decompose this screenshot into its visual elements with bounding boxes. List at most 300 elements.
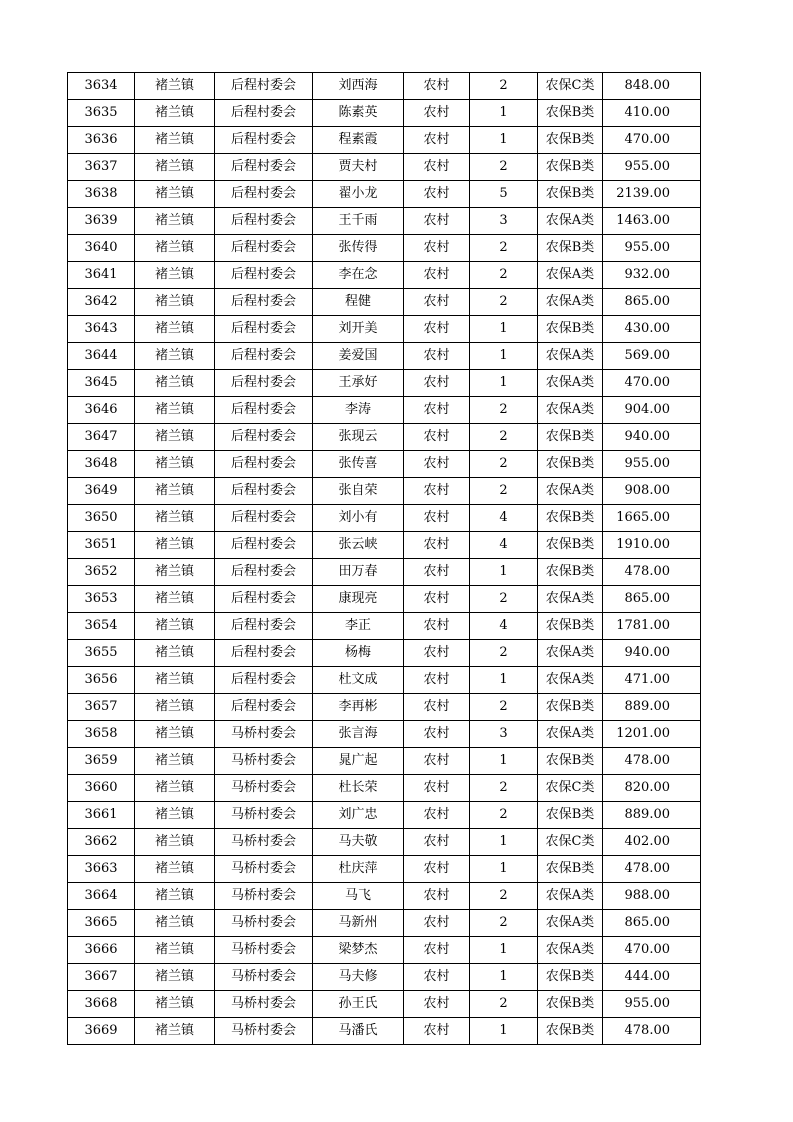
amount-cell: 444.00: [603, 964, 701, 991]
amount-cell: 955.00: [603, 154, 701, 181]
amount-cell: 904.00: [603, 397, 701, 424]
table-row: [68, 640, 701, 667]
type-cell: 农保B类: [538, 802, 603, 829]
amount-cell: 478.00: [603, 559, 701, 586]
table-row: [68, 910, 701, 937]
town-cell: 褚兰镇: [135, 154, 215, 181]
name-cell: 杨梅: [313, 640, 404, 667]
amount-cell: 940.00: [603, 424, 701, 451]
village-cell: 后程村委会: [215, 127, 313, 154]
type-cell: 农保B类: [538, 1018, 603, 1045]
category-cell: 农村: [404, 235, 470, 262]
type-cell: 农保B类: [538, 235, 603, 262]
table-row: [68, 73, 701, 100]
type-cell: 农保B类: [538, 748, 603, 775]
name-cell: 贾夫村: [313, 154, 404, 181]
type-cell: 农保B类: [538, 127, 603, 154]
category-cell: 农村: [404, 991, 470, 1018]
table-row: [68, 883, 701, 910]
type-cell: 农保B类: [538, 505, 603, 532]
table-row: [68, 667, 701, 694]
serial-cell: 3665: [68, 910, 135, 937]
serial-cell: 3638: [68, 181, 135, 208]
type-cell: 农保B类: [538, 532, 603, 559]
town-cell: 褚兰镇: [135, 856, 215, 883]
count-cell: 2: [470, 397, 538, 424]
village-cell: 后程村委会: [215, 640, 313, 667]
table-row: [68, 829, 701, 856]
table-row: [68, 964, 701, 991]
count-cell: 2: [470, 289, 538, 316]
village-cell: 后程村委会: [215, 505, 313, 532]
serial-cell: 3634: [68, 73, 135, 100]
town-cell: 褚兰镇: [135, 586, 215, 613]
type-cell: 农保A类: [538, 937, 603, 964]
serial-cell: 3647: [68, 424, 135, 451]
count-cell: 4: [470, 532, 538, 559]
category-cell: 农村: [404, 559, 470, 586]
count-cell: 2: [470, 802, 538, 829]
table-row: [68, 532, 701, 559]
category-cell: 农村: [404, 856, 470, 883]
name-cell: 杜庆萍: [313, 856, 404, 883]
category-cell: 农村: [404, 100, 470, 127]
town-cell: 褚兰镇: [135, 73, 215, 100]
count-cell: 3: [470, 721, 538, 748]
amount-cell: 889.00: [603, 694, 701, 721]
type-cell: 农保B类: [538, 100, 603, 127]
serial-cell: 3651: [68, 532, 135, 559]
name-cell: 李正: [313, 613, 404, 640]
table-row: [68, 127, 701, 154]
name-cell: 程素霞: [313, 127, 404, 154]
town-cell: 褚兰镇: [135, 775, 215, 802]
type-cell: 农保A类: [538, 343, 603, 370]
amount-cell: 470.00: [603, 127, 701, 154]
type-cell: 农保A类: [538, 370, 603, 397]
count-cell: 1: [470, 127, 538, 154]
serial-cell: 3662: [68, 829, 135, 856]
town-cell: 褚兰镇: [135, 316, 215, 343]
town-cell: 褚兰镇: [135, 397, 215, 424]
serial-cell: 3657: [68, 694, 135, 721]
town-cell: 褚兰镇: [135, 370, 215, 397]
serial-cell: 3655: [68, 640, 135, 667]
name-cell: 张传得: [313, 235, 404, 262]
town-cell: 褚兰镇: [135, 478, 215, 505]
town-cell: 褚兰镇: [135, 694, 215, 721]
village-cell: 马桥村委会: [215, 775, 313, 802]
amount-cell: 865.00: [603, 586, 701, 613]
name-cell: 马新州: [313, 910, 404, 937]
village-cell: 马桥村委会: [215, 991, 313, 1018]
count-cell: 1: [470, 937, 538, 964]
village-cell: 马桥村委会: [215, 937, 313, 964]
serial-cell: 3667: [68, 964, 135, 991]
town-cell: 褚兰镇: [135, 991, 215, 1018]
village-cell: 马桥村委会: [215, 802, 313, 829]
category-cell: 农村: [404, 640, 470, 667]
town-cell: 褚兰镇: [135, 424, 215, 451]
name-cell: 李在念: [313, 262, 404, 289]
type-cell: 农保A类: [538, 883, 603, 910]
name-cell: 马夫修: [313, 964, 404, 991]
category-cell: 农村: [404, 829, 470, 856]
type-cell: 农保B类: [538, 991, 603, 1018]
category-cell: 农村: [404, 775, 470, 802]
serial-cell: 3663: [68, 856, 135, 883]
village-cell: 马桥村委会: [215, 1018, 313, 1045]
serial-cell: 3650: [68, 505, 135, 532]
name-cell: 晁广起: [313, 748, 404, 775]
name-cell: 程健: [313, 289, 404, 316]
table-row: [68, 451, 701, 478]
serial-cell: 3656: [68, 667, 135, 694]
table-row: [68, 586, 701, 613]
name-cell: 李涛: [313, 397, 404, 424]
category-cell: 农村: [404, 883, 470, 910]
category-cell: 农村: [404, 586, 470, 613]
name-cell: 张云峡: [313, 532, 404, 559]
village-cell: 后程村委会: [215, 235, 313, 262]
category-cell: 农村: [404, 1018, 470, 1045]
count-cell: 1: [470, 100, 538, 127]
town-cell: 褚兰镇: [135, 208, 215, 235]
amount-cell: 865.00: [603, 289, 701, 316]
town-cell: 褚兰镇: [135, 640, 215, 667]
table-row: [68, 208, 701, 235]
count-cell: 2: [470, 424, 538, 451]
type-cell: 农保B类: [538, 856, 603, 883]
name-cell: 刘开美: [313, 316, 404, 343]
count-cell: 1: [470, 964, 538, 991]
category-cell: 农村: [404, 910, 470, 937]
table-row: [68, 613, 701, 640]
type-cell: 农保B类: [538, 694, 603, 721]
category-cell: 农村: [404, 262, 470, 289]
category-cell: 农村: [404, 181, 470, 208]
table-row: [68, 1018, 701, 1045]
amount-cell: 2139.00: [603, 181, 701, 208]
category-cell: 农村: [404, 316, 470, 343]
amount-cell: 478.00: [603, 856, 701, 883]
village-cell: 后程村委会: [215, 343, 313, 370]
village-cell: 马桥村委会: [215, 964, 313, 991]
town-cell: 褚兰镇: [135, 613, 215, 640]
village-cell: 马桥村委会: [215, 829, 313, 856]
serial-cell: 3654: [68, 613, 135, 640]
category-cell: 农村: [404, 424, 470, 451]
serial-cell: 3659: [68, 748, 135, 775]
count-cell: 2: [470, 883, 538, 910]
town-cell: 褚兰镇: [135, 181, 215, 208]
name-cell: 田万春: [313, 559, 404, 586]
count-cell: 2: [470, 586, 538, 613]
village-cell: 后程村委会: [215, 478, 313, 505]
town-cell: 褚兰镇: [135, 829, 215, 856]
town-cell: 褚兰镇: [135, 505, 215, 532]
table-row: [68, 154, 701, 181]
village-cell: 后程村委会: [215, 262, 313, 289]
serial-cell: 3661: [68, 802, 135, 829]
amount-cell: 478.00: [603, 748, 701, 775]
amount-cell: 955.00: [603, 991, 701, 1018]
serial-cell: 3669: [68, 1018, 135, 1045]
table-row: [68, 289, 701, 316]
village-cell: 马桥村委会: [215, 910, 313, 937]
town-cell: 褚兰镇: [135, 235, 215, 262]
type-cell: 农保B类: [538, 181, 603, 208]
serial-cell: 3639: [68, 208, 135, 235]
town-cell: 褚兰镇: [135, 343, 215, 370]
count-cell: 4: [470, 505, 538, 532]
village-cell: 后程村委会: [215, 667, 313, 694]
serial-cell: 3649: [68, 478, 135, 505]
village-cell: 后程村委会: [215, 208, 313, 235]
town-cell: 褚兰镇: [135, 937, 215, 964]
type-cell: 农保A类: [538, 667, 603, 694]
category-cell: 农村: [404, 505, 470, 532]
category-cell: 农村: [404, 721, 470, 748]
category-cell: 农村: [404, 73, 470, 100]
type-cell: 农保B类: [538, 451, 603, 478]
village-cell: 后程村委会: [215, 586, 313, 613]
table-row: [68, 559, 701, 586]
village-cell: 后程村委会: [215, 100, 313, 127]
type-cell: 农保B类: [538, 964, 603, 991]
village-cell: 马桥村委会: [215, 856, 313, 883]
serial-cell: 3666: [68, 937, 135, 964]
village-cell: 后程村委会: [215, 154, 313, 181]
village-cell: 后程村委会: [215, 397, 313, 424]
count-cell: 3: [470, 208, 538, 235]
name-cell: 陈素英: [313, 100, 404, 127]
village-cell: 后程村委会: [215, 532, 313, 559]
serial-cell: 3643: [68, 316, 135, 343]
town-cell: 褚兰镇: [135, 721, 215, 748]
category-cell: 农村: [404, 451, 470, 478]
name-cell: 张传喜: [313, 451, 404, 478]
type-cell: 农保B类: [538, 559, 603, 586]
name-cell: 张现云: [313, 424, 404, 451]
amount-cell: 1201.00: [603, 721, 701, 748]
category-cell: 农村: [404, 667, 470, 694]
name-cell: 杜长荣: [313, 775, 404, 802]
amount-cell: 1665.00: [603, 505, 701, 532]
serial-cell: 3644: [68, 343, 135, 370]
amount-cell: 865.00: [603, 910, 701, 937]
table-row: [68, 235, 701, 262]
village-cell: 后程村委会: [215, 370, 313, 397]
amount-cell: 1463.00: [603, 208, 701, 235]
count-cell: 2: [470, 910, 538, 937]
count-cell: 1: [470, 829, 538, 856]
town-cell: 褚兰镇: [135, 451, 215, 478]
type-cell: 农保B类: [538, 424, 603, 451]
name-cell: 马夫敬: [313, 829, 404, 856]
type-cell: 农保A类: [538, 586, 603, 613]
town-cell: 褚兰镇: [135, 100, 215, 127]
type-cell: 农保A类: [538, 910, 603, 937]
category-cell: 农村: [404, 802, 470, 829]
name-cell: 翟小龙: [313, 181, 404, 208]
table-row: [68, 505, 701, 532]
serial-cell: 3664: [68, 883, 135, 910]
serial-cell: 3660: [68, 775, 135, 802]
count-cell: 2: [470, 991, 538, 1018]
type-cell: 农保A类: [538, 640, 603, 667]
serial-cell: 3635: [68, 100, 135, 127]
table-row: [68, 397, 701, 424]
table-row: [68, 343, 701, 370]
amount-cell: 1781.00: [603, 613, 701, 640]
village-cell: 后程村委会: [215, 559, 313, 586]
amount-cell: 471.00: [603, 667, 701, 694]
category-cell: 农村: [404, 964, 470, 991]
town-cell: 褚兰镇: [135, 1018, 215, 1045]
category-cell: 农村: [404, 937, 470, 964]
table-row: [68, 100, 701, 127]
table-row: [68, 775, 701, 802]
type-cell: 农保B类: [538, 613, 603, 640]
table-row: [68, 424, 701, 451]
count-cell: 2: [470, 154, 538, 181]
village-cell: 后程村委会: [215, 73, 313, 100]
table-row: [68, 316, 701, 343]
village-cell: 后程村委会: [215, 424, 313, 451]
name-cell: 孙王氏: [313, 991, 404, 1018]
type-cell: 农保B类: [538, 154, 603, 181]
table-row: [68, 478, 701, 505]
amount-cell: 848.00: [603, 73, 701, 100]
table-row: [68, 991, 701, 1018]
village-cell: 后程村委会: [215, 613, 313, 640]
amount-cell: 410.00: [603, 100, 701, 127]
village-cell: 后程村委会: [215, 289, 313, 316]
count-cell: 1: [470, 1018, 538, 1045]
type-cell: 农保C类: [538, 775, 603, 802]
category-cell: 农村: [404, 532, 470, 559]
serial-cell: 3648: [68, 451, 135, 478]
serial-cell: 3642: [68, 289, 135, 316]
name-cell: 张自荣: [313, 478, 404, 505]
serial-cell: 3636: [68, 127, 135, 154]
name-cell: 刘小有: [313, 505, 404, 532]
amount-cell: 820.00: [603, 775, 701, 802]
count-cell: 5: [470, 181, 538, 208]
count-cell: 1: [470, 667, 538, 694]
town-cell: 褚兰镇: [135, 289, 215, 316]
count-cell: 2: [470, 451, 538, 478]
name-cell: 刘广忠: [313, 802, 404, 829]
allowance-table: [67, 72, 701, 1045]
name-cell: 姜爱国: [313, 343, 404, 370]
count-cell: 1: [470, 559, 538, 586]
amount-cell: 1910.00: [603, 532, 701, 559]
name-cell: 马潘氏: [313, 1018, 404, 1045]
count-cell: 1: [470, 748, 538, 775]
amount-cell: 955.00: [603, 235, 701, 262]
serial-cell: 3668: [68, 991, 135, 1018]
table-row: [68, 694, 701, 721]
table-row: [68, 262, 701, 289]
village-cell: 马桥村委会: [215, 721, 313, 748]
town-cell: 褚兰镇: [135, 559, 215, 586]
count-cell: 2: [470, 775, 538, 802]
category-cell: 农村: [404, 748, 470, 775]
town-cell: 褚兰镇: [135, 532, 215, 559]
type-cell: 农保A类: [538, 397, 603, 424]
count-cell: 1: [470, 370, 538, 397]
table-row: [68, 181, 701, 208]
count-cell: 2: [470, 235, 538, 262]
name-cell: 李再彬: [313, 694, 404, 721]
table-row: [68, 748, 701, 775]
type-cell: 农保B类: [538, 316, 603, 343]
type-cell: 农保A类: [538, 262, 603, 289]
serial-cell: 3653: [68, 586, 135, 613]
serial-cell: 3637: [68, 154, 135, 181]
amount-cell: 402.00: [603, 829, 701, 856]
amount-cell: 889.00: [603, 802, 701, 829]
type-cell: 农保A类: [538, 478, 603, 505]
count-cell: 1: [470, 856, 538, 883]
count-cell: 2: [470, 262, 538, 289]
name-cell: 杜文成: [313, 667, 404, 694]
amount-cell: 908.00: [603, 478, 701, 505]
table-row: [68, 802, 701, 829]
town-cell: 褚兰镇: [135, 262, 215, 289]
village-cell: 后程村委会: [215, 316, 313, 343]
amount-cell: 932.00: [603, 262, 701, 289]
table-row: [68, 721, 701, 748]
name-cell: 张言海: [313, 721, 404, 748]
count-cell: 2: [470, 478, 538, 505]
amount-cell: 470.00: [603, 370, 701, 397]
count-cell: 2: [470, 640, 538, 667]
count-cell: 1: [470, 316, 538, 343]
table-row: [68, 370, 701, 397]
name-cell: 王千雨: [313, 208, 404, 235]
count-cell: 2: [470, 73, 538, 100]
town-cell: 褚兰镇: [135, 127, 215, 154]
amount-cell: 955.00: [603, 451, 701, 478]
name-cell: 康现亮: [313, 586, 404, 613]
type-cell: 农保A类: [538, 208, 603, 235]
town-cell: 褚兰镇: [135, 802, 215, 829]
table-row: [68, 856, 701, 883]
serial-cell: 3640: [68, 235, 135, 262]
count-cell: 1: [470, 343, 538, 370]
amount-cell: 569.00: [603, 343, 701, 370]
amount-cell: 940.00: [603, 640, 701, 667]
village-cell: 马桥村委会: [215, 883, 313, 910]
serial-cell: 3646: [68, 397, 135, 424]
table-row: [68, 937, 701, 964]
count-cell: 4: [470, 613, 538, 640]
category-cell: 农村: [404, 694, 470, 721]
type-cell: 农保A类: [538, 289, 603, 316]
type-cell: 农保C类: [538, 73, 603, 100]
amount-cell: 470.00: [603, 937, 701, 964]
category-cell: 农村: [404, 478, 470, 505]
serial-cell: 3645: [68, 370, 135, 397]
name-cell: 马飞: [313, 883, 404, 910]
name-cell: 王承好: [313, 370, 404, 397]
serial-cell: 3641: [68, 262, 135, 289]
name-cell: 刘西海: [313, 73, 404, 100]
village-cell: 后程村委会: [215, 694, 313, 721]
